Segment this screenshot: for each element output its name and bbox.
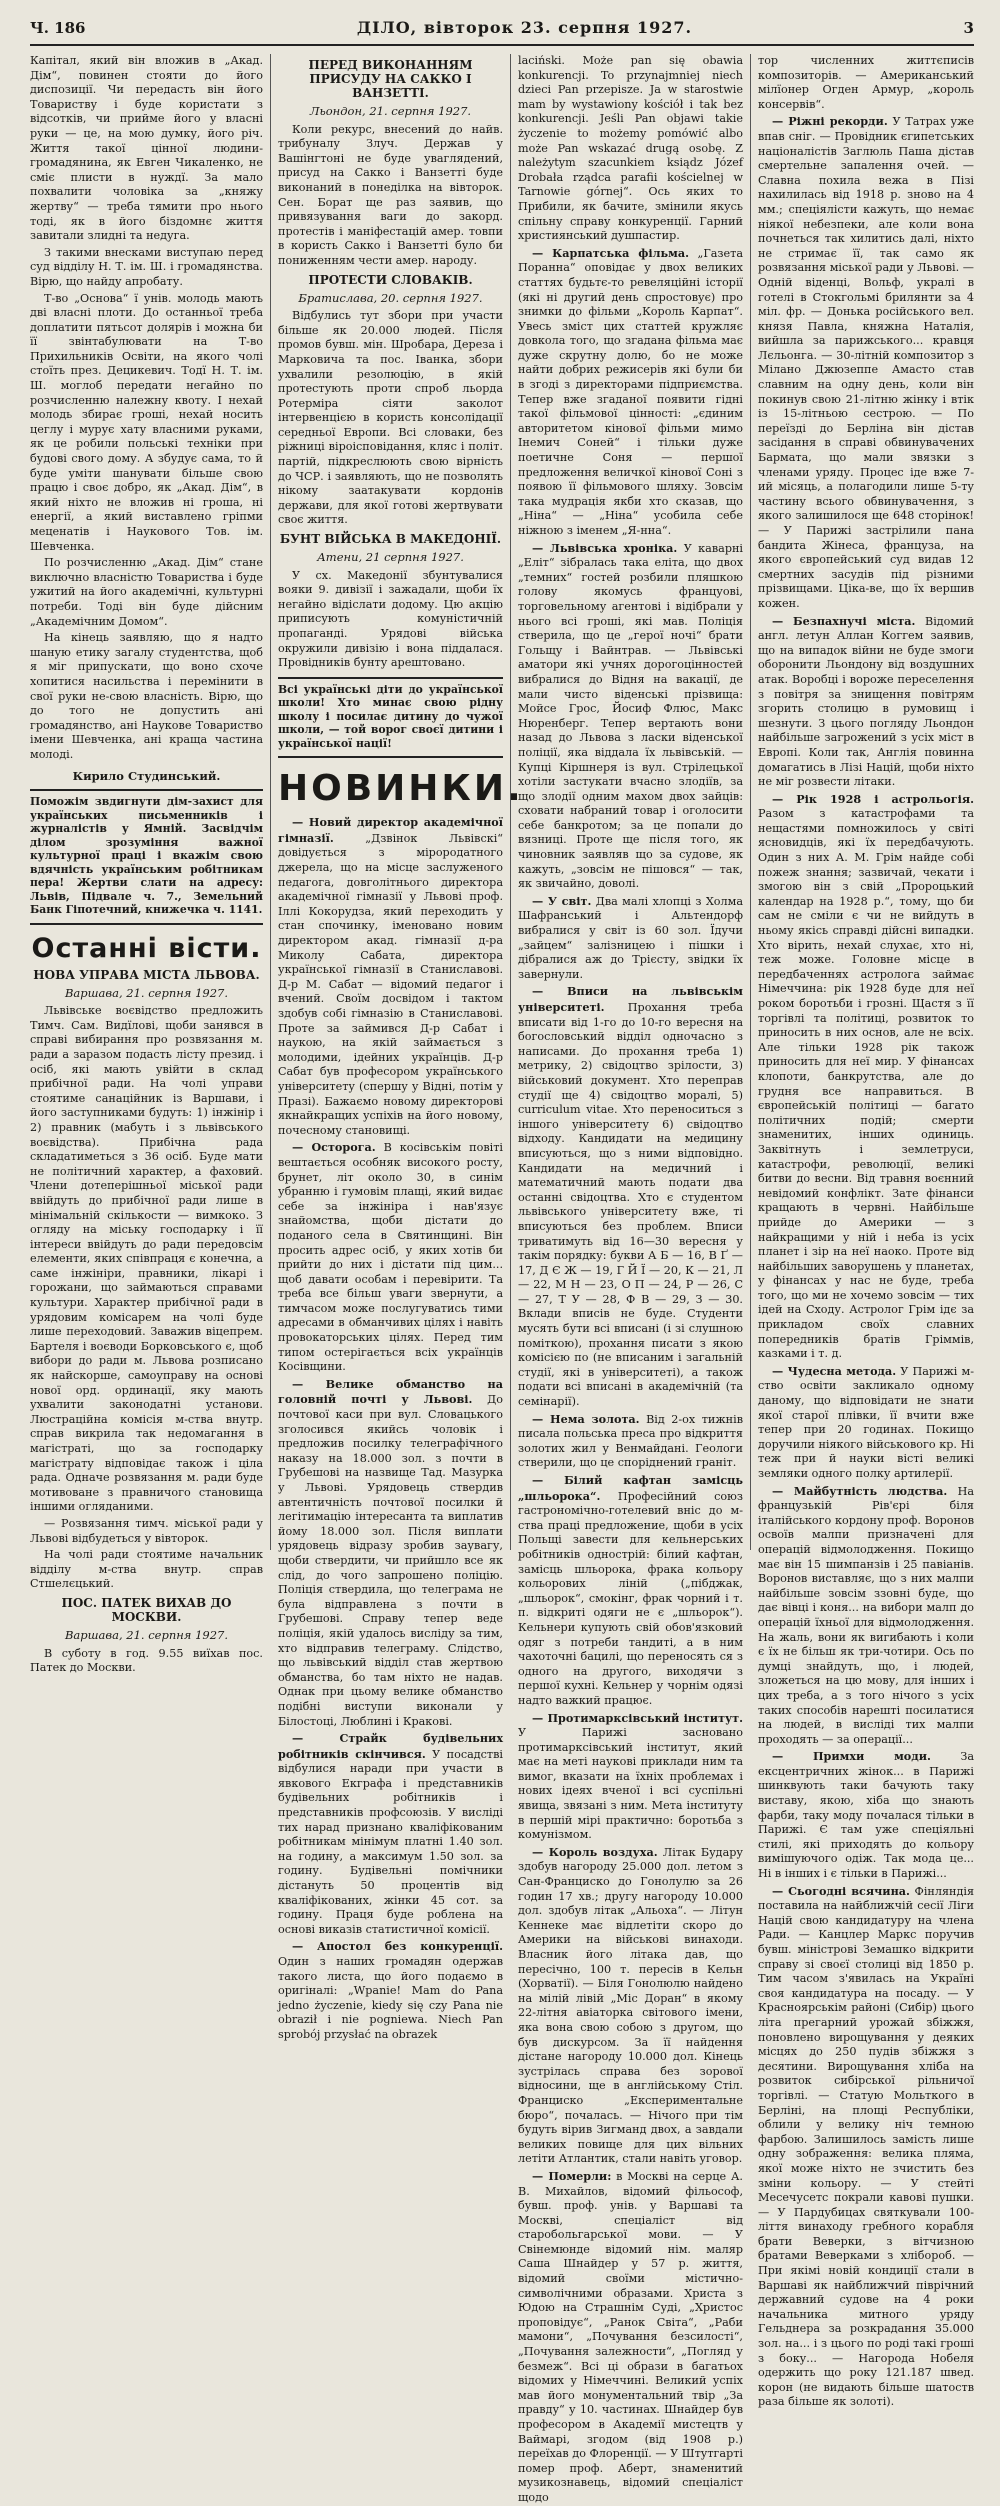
news-lead: — Осторога. xyxy=(292,1140,376,1155)
page-number-left: Ч. 186 xyxy=(30,19,86,37)
signature: Кирило Студинський. xyxy=(72,768,221,783)
article-paragraph: Львівське воєвідство предложить Тимч. Сам. Видїлові, щоби занявся в справі вибирання про розвязання м. ради а заразом подасть лісту презид. і осіб, які мають увійти в склад прибічної ради. На чолі управи стоятиме санаційник із Варшави, і його заступниками будуть: 1) інжінір і 2) правник (мабуть і з львівського воєвідства). Прибічна рада складатиметься з 36 осіб. Буде мати не політичний характер, а фаховий. Члени дотеперішньої міської ради ввійдуть до прибічної ради лише в мінімальній скількости — вимкоко. З огляду на міську господарку і її інтереси ввійдуть до ради передовсім елементи, яких співпраця є конечна, а саме інжініри, правники, лікарі і горожани, що займаються справами культури. Характер прибічної ради в урядовим комісарем на чолі буде лише переходовий. Заважив віцепрем. Бартеля і воєводи Борковського є, щоб вибори до ради м. Львова розписано як найскорше, самоуправу на основі нової орд. ординації, яку мають ухвалити законодатні установи. Люстраційна комісія м-ства внутр. справ викрила так недомагання в магістраті, що за господарку магістрату відповідає також і ціла рада. Одначе розвязання м. ради буде мотивоване з правничого становища іншими огляданими. xyxy=(30,1004,263,1514)
news-text: „Дзвінок Львівскі“ довідується з мірородатного джерела, що на місце заслуженого педагога, довголітнього директора академічної гімназії у Львові проф. Іллі Кокорудза, який переходить у стан спочинку, іменовано новим директором акад. гімназії д-ра Миколу Сабата, директора української гімназії в Станиславові. Д-р М. Сабат — відомий педагог і вчений. Своїм досвідом і тактом здобув собі гімназію в Станиславові. Проте за займився Д-р Сабат і наукою, на якій займається з молодими, ідейних українців. Д-р Сабат був професором українського університету (спершу у Відні, потім у Празі). Бажаємо новому директорові якнайкращих успіхів на його новому, почесному становищі. xyxy=(278,831,503,1137)
news-text: У каварні „Еліт“ зібралась така еліта, що двох „темних“ гостей розбили пляшкою голову якомусь француові, торговельному агентові і відібрали у нього всі гроші, які мав. Поліція стверила, що це „герої ночі“ брати Гольщу і Вайнтрав. — Львівські аматори які учнях дорогоцінностей вибралися до Відня на вакації, де мали чисто віденські прізвища: Мойсе Грос, Йосиф Флюс, Макс Нюренберг. Тепер вертають вони назад до Львова з ласки віденської поліції, яка віддала їх львівській. — Купці Кіршнеря із вул. Стрілецької хотіли застукати вчасно злодіїв, за що злодії одним махом двох зайців: сховати набраний товар і оголосити себе банкротом; за це попали до вязниці. Проте ще після того, як чиновник заявляв що за судове, як кажуть, „зовсім не пішовся“ — так, як звичайно, доволі. xyxy=(518,541,744,891)
column-3 xyxy=(510,54,750,2504)
news-item xyxy=(278,1731,503,1937)
headline: БУНТ ВІЙСЬКА В МАКЕДОНІЇ. xyxy=(279,532,502,547)
article-paragraph: Коли рекурс, внесений до найв. трибуналу Злуч. Держав у Вашінгтоні не буде уваглядений, присуд на Сакко і Ванзетті буде виконаний в понеділка на вівторок. Сен. Борат ще раз заявив, що привязування ваги до закорд. протестів і маніфестацій амер. товпи в користь Сакко і Ванзетті було би пониженням чести амер. народу. xyxy=(278,122,503,267)
news-lead: — Вписи на львівськім університеті. xyxy=(518,984,743,1014)
article-paragraph: З такими внесками виступаю перед суд відділу Н. Т. ім. Ш. і громадянства. Вірю, що найду апробату. xyxy=(30,245,263,288)
news-item xyxy=(758,1364,974,1482)
news-text: У Татрах уже впав сніг. — Провідник єгипетських націоналістів Заглюль Паша дістав смертельне запалення очей. — Славна похила вежа в Пізі нахилилась від 1918 р. зново на 4 мм.; спеціялісти кажуть, що немає ніякої небезпеки, але коли вона почнеться так хилитись далі, ніхто не стримає її, так само як розвязання міської ради у Львові. — Одній віденці, Вольф, укралі в готелі в Стокгольмі брилянти за 4 міл. фр. — Донька російського вел. князя Павла, княжна Наталія, вийшла за парижського... кравця Лєльонга. — 30-літній композитор з Мілано Джюзеппе Амасто став славним на одну день, коли він покинув свою 21-літню жінку і втік із 15-літньою сестрою. — По переїзді до Берліна він дістав засідання в справі обвинувачених Бармата, що мали звязки з членами уряду. Процес іде вже 7-ий місяць, а полагодили лише 5-ту частину всього обвинувачення, з якого залишилося ще 648 сторінок! — У Парижі застрілили пана бандита Жінеса, француза, на якого європейський суд видав 12 смертних засудів під різними прізвищами. Ціка-ве, що їх вершив кожен. xyxy=(758,115,975,610)
news-lead: — Безпахнучі міста. xyxy=(772,613,916,628)
news-item xyxy=(758,1484,974,1748)
article-paragraph: В суботу в год. 9.55 виїхав пос. Патек до Москви. xyxy=(30,1646,263,1675)
news-lead: — Апостол без конкуренції. xyxy=(292,1939,503,1954)
news-lead: — Сьогодні всячина. xyxy=(772,1883,910,1898)
news-item xyxy=(518,984,743,1409)
page-number-right: 3 xyxy=(963,19,974,37)
news-text: в Москві на серце А. В. Михайлов, відомий фільософ, бувш. проф. унів. у Варшаві та Москві, спеціаліст від старобольгарської мови. — У Свінемюнде відомий нім. маляр Саша Шнайдер у 57 р. життя, відомий своїми містично-символічними образами. Христа з Юдою на Страшнім Суді, „Христос проповідує“, „Ранок Світа“, „Раби мамони“, „Почування безсилості“, „Почування залежности“, „Погляд у безмеж“. Всі ці образи в багатьох відомих у Німеччині. Великий успіх мав його монументальний твір „За правду“ у 10. частинах. Шнайдер був професором в Академії мистецтв у Ваймарі, згодом (від 1908 р.) переїхав до Флоренції. — У Штутгарті помер проф. Аберт, знаменитий музикознавець, відомий спеціаліст щодо xyxy=(518,2169,743,2504)
news-text: У Парижі засновано протимарксівський інститут, який має на меті наукові приклади ним та вимог, вказати на їхніх проблемах і нових ідеях вченої і всі суспільні явища, звязані з ним. Мета інституту в першій мірі практично: боротьба з комунізмом. xyxy=(518,1726,743,1842)
article-paragraph: По розчисленню „Акад. Дім“ стане виключно власністю Товариства і буде ужитий на його академічні, культурні потреби. Тоді він буде дійсним „Академічним Домом“. xyxy=(30,556,263,628)
news-lead: — Новий директор академічної гімназії. xyxy=(278,815,503,845)
news-text: „Газета Поранна“ оповідає у двох великих статтях будьтє-то ревеляційні історії (які ні другий день спростовує) про знимки до фільми „Король Карпат“. Увесь зміст цих статтей кружляє довкола того, що згадана фільма має дуже скрутну долю, бо не може найти добрих режисерів які були би в згоді з директорами підприємства. Тепер вже згаданої появити гідні такої фільмової цінності: „єдиним авторитетом кінової фільми мимо Інемич Соней“ і тільки дуже поетичне Соня — першої предложення величкої кінової Соні з появою її фільмового шляху. Зовсім така мудрація якби хто сказав, що „Ніна“ — „Ніна“ усобила себе ніжною з іменем „Я-нна“. xyxy=(518,246,743,537)
dateline: Варшава, 21. серпня 1927. xyxy=(64,985,228,1000)
news-text: Один з наших громадян одержав такого листа, що його подаємо в оригіналі: „Wpanie! Mam do Pana jedno życzenie, kiedy się czy Pana nie obraził i nie pogniewa. Niech Pan sprobój przysłać na obrazek xyxy=(278,1955,503,2041)
news-item xyxy=(518,541,743,892)
article-paragraph: У сх. Македонії збунтувалися вояки 9. дивізії і зажадали, щоби їх негайно відіслати додому. Цю акцію приписують комуністичній пропаганді. Урядові війська окружили дивізію і вона піддалася. Провідників бунту арештовано. xyxy=(278,568,503,670)
news-lead: — Страйк будівельних робітників скінчився. xyxy=(278,1731,503,1761)
article-paragraph: На кінець заявляю, що я надто шаную етику загалу студентства, щоб я міг припускати, що воно схоче хопитися насильства і перемінити в свої руки не-свою власність. Вірю, що до того не допустить ані громадянство, ані Наукове Товариство імени Шевченка, ані краща частина молоді. xyxy=(30,631,263,761)
news-text: Прохання треба вписати від 1-го до 10-го вересня на богословський відділ одночасно з написами. До прохання треба 1) метрику, 2) свідоцтво зрілости, 3) військовий документ. Хто переправ студії ще 4) свідоцтво моралі, 5) curriculum vitae. Хто переноситься з іншого університету 6) свідоцтво відходу. Кандидати на медицину вписуються, що з ними відповідно. Кандидати на медичний і математичний мають подати два останні свідоцтва. Хто є студентом львівського університету вже, ті вписуються без проблем. Вписи триватимуть від 16—30 вересня у такім порядку: букви А Б — 16, В Ґ — 17, Д Є Ж — 19, Г Й Ї — 20, К — 21, Л — 22, М Н — 23, О П — 24, Р — 26, С — 27, Т У — 28, Ф В — 29, З — 30. Вклади вписів не буде. Студенти мусять бути всі вписані (і зі слушною поміткою), прохання писати з якою комісією по (не вписаним і загальній студії, які в університеті), а також подати всі вписані в академічній (та семінарії). xyxy=(518,1001,743,1409)
news-text: Професійний союз гастрономічно-готелевий вніс до м-ства праці предложение, щоби в усіх Польщі завести для кельнерських робітників однострій: білий кафтан, замісць шльорока, фрака кольору кольорових ліній („пібджак, „шльорок“, смокінг, фрак чорний і т. п. відкриті одяги не є „шльорок“). Кельнери купують свій обов'язковий одяг з потреби тандиті, а в ним чахоточні бацилі, що переносять ся з одного на другого, виходячи з першої кухні. Кельнер у чорнім одязі надто важкий працює. xyxy=(518,1489,743,1707)
news-item xyxy=(758,1884,974,2410)
news-text: Літак Будару здобув нагороду 25.000 дол. летом з Сан-Франциско до Гонолулю за 26 годин 17 хв.; другу нагороду 10.000 дол. здобув літак „Альоха“. — Літун Кеннеке має відлетіти скоро до Америки на військові винаходи. Власник його літака дав, що пересічно, 100 т. пересів в Кельн (Хорватії). — Біля Гонолюлю найдено на мілій лівій „Міс Доран“ в якому 22-літня авіаторка світового імени, яка вона свою собою з другом, що був дискурсом. За її найдення дістане нагороду 10.000 дол. Кінець зустрілась справа без зорової відносини, ще в англійському Стіл. Франциско „Експериментальне бюро“, почалась. — Нічого при тім будуть вірив Зигманд двох, а завдали великих повище для цих вільних летіти Атлантик, стали навіть уговор. xyxy=(518,1845,743,2166)
masthead-title: ДІЛО, вівторок 23. серпня 1927. xyxy=(356,18,693,37)
news-item xyxy=(518,1412,743,1471)
news-lead: — Нема золота. xyxy=(532,1411,640,1426)
news-text: За ексцентричних жінок... в Парижі шинквують таки бачують таку виставу, якою, хіба що знають фарби, таку моду почалася тільки в Парижі. Є там уже спеціяльні стилі, які приходять до кольору вимішуючого одіж. Так мода це... Ні в інших і є тільки в Парижі... xyxy=(758,1750,974,1881)
news-item xyxy=(518,1845,743,2167)
news-item xyxy=(278,1939,503,2042)
news-lead: — Примхи моди. xyxy=(772,1749,931,1764)
news-text: У Парижі м-ство освіти закликало одному даному, що відповідати не знати якої старої плівки, її вчити вже тепер при 20 годинах. Покищо доручили ніякого військового кр. Ні теж при й науки вісті великі земляки одного полку артилерії. xyxy=(758,1364,974,1480)
news-item xyxy=(758,1749,974,1881)
news-text: До почтової каси при вул. Словацького зголосився якийсь чоловік і предложив посилку телеграфічного наказу на 18.000 зол. з почти в Грубешові на назвище Тад. Мазурка у Львові. Урядовець ствердив автентичність почтової посилки й легітимацію інтересанта та виплатив йому 18.000 зол. Після виплати урядовець відразу зробив заувагу, щоби ствердити, чи прийшло все як слід, до чого запрошено поліцію. Поліція ствердила, що телеграма не була відправлена з почти в Грубешові. Справу тепер веде поліція, якій удалось висліду за тим, хто відправив телеграму. Слідство, що львівський відділ став жертвою обманства, бо там ніхто не надав. Однак при цьому велике обманство подібні виступи виконали у Білостоці, Люблині і Кракові. xyxy=(278,1393,504,1728)
article-paragraph: Т-во „Основа“ ї унів. молодь мають дві власні плоти. До останньої треба доплатити пятьсот долярів і можна би її звінтабулювати на Т-во Прихильників Освіти, на якого чолі стоїть през. Децикевич. Тодї Н. Т. ім. Ш. моглоб передати негайно по розчисленню належну квоту. І нехай молодь збирає гроші, нехай носить цеглу і мурує хату власними руками, як це робили польські техніки при будові свого дому. А збудує сама, то й буде уміти шанувати більше свою працю і своє добро, як „Акад. Дім“, в який ніхто не вложив ні гроша, ні енергії, а який виставлено гріпми меценатів і Наукового Тов. ім. Шевченка. xyxy=(30,291,263,553)
news-text: На французькій Рів'єрі біля італійського кордону проф. Воронов освоїв малпи призначені для операцій відмолодження. Покищо має він 15 шимпанзів і 25 павіанів. Воронов виставляє, що з них малпи найбільше зовсім ззовні буде, що дає вівці і коня... на вибори малп до операцій їхньої для відмолодження. На жаль, вони як вигибають і коли є їх не більш як три-чотири. Ось по думці знайдуть, що, і людей, зложеться на цю мову, для інших і цих треба, а з того нічого з усіх таких способів нарешті посилатися на людей, в висліді тих малпи проходять — за операції... xyxy=(758,1484,975,1746)
news-item xyxy=(758,614,974,790)
news-item xyxy=(518,894,743,983)
news-lead: — Рік 1928 і астрольогія. xyxy=(772,791,974,806)
news-text: Два малі хлопці з Холма Шафранський і Альтендорф вибралися у світ із 60 зол. Їдучи „зайцем“ залізницею і пішки і дібралися аж до Трієсту, звідки їх завернули. xyxy=(518,894,743,981)
masthead xyxy=(30,18,974,46)
last-news-heading: Останні вісти. xyxy=(31,932,262,964)
column-4 xyxy=(750,54,975,2409)
dateline: Льондон, 21. серпня 1927. xyxy=(309,104,472,118)
news-item xyxy=(758,114,974,611)
article-paragraph: — Розвязання тимч. міської ради у Львові відбудеться у вівторок. xyxy=(30,1516,263,1545)
appeal-box xyxy=(30,789,263,925)
news-text: Фінляндія поставила на найближчій сесії Ліги Націй свою кандидатуру на члена Ради. — Канцлер Маркс поручив бувш. міністрові Земашко відкрити справу зі своєї столиці від 1850 р. Тим часом з'явилась на Україні своя кандидатура на посаду. — У Красноярськім районі (Сибір) цього літа прегарний урожай збіжжя, поновлено вирощування у деяких місцях до 250 пудів збіжжя з десятини. Вирощування хліба на розвиток сибірської рільничої торгівлі. — Статую Мольткого в Берліні, на площі Республіки, облили у велику ніч темною фарбою. Залишилось замість лише одну зображення: велика пляма, якої може ніхто не зчистить без зміни кольору. — У стейті Месечусетс покрали кавові пушки. — У Пардубицах святкували 100-ліття винаходу гребного корабля брати Веверки, з вітчизною братами Веверками з хлібороб. — При якімі новій кондиції стали в Варшаві як найближчий піврічний державний судове на 4 роки начальника митного уряду Гельднера за розкрадання 35.000 зол. на... і з цього по роді такі гроші з боку... — Нагорода Нобеля одержить що року 121.187 швед. корон (не видають більше шатоств раза більше як золоті). xyxy=(758,1884,974,2409)
news-item xyxy=(518,246,743,539)
article-paragraph: Капітал, який він вложив в „Акад. Дім“, повинен стояти до його диспозиції. Чи передасть він його Товариству і буде користати з відсотків, чи прийме його у власні руки — це, на мою думку, його річ. Життя такої цінної людини-громадянина, як Евген Чикаленко, не сміє плисти в нуждї. За мало похвалити чоловіка за „княжу жертву“ — треба тямити про нього тоді, як в його біздомнє життя завитали злидні та недуга. xyxy=(30,54,263,243)
headline: ПОС. ПАТЕК ВИХАВ ДО МОСКВИ. xyxy=(61,1595,232,1624)
news-lead: — Чудесна метода. xyxy=(772,1363,897,1378)
article-paragraph: На чолі ради стоятиме начальник відділу м-ства внутр. справ Стшелєцький. xyxy=(30,1548,263,1591)
column-1 xyxy=(30,54,270,1675)
news-item xyxy=(278,1377,503,1729)
news-lead: — Король воздуха. xyxy=(532,1844,658,1859)
news-section-heading: НОВИНКИ. xyxy=(278,768,524,810)
news-item xyxy=(518,1473,743,1709)
dateline: Атени, 21 серпня 1927. xyxy=(317,550,464,565)
news-lead: — Ріжні рекорди. xyxy=(772,114,888,129)
news-lead: — Померли: xyxy=(532,2168,612,2183)
column-2 xyxy=(270,54,524,2041)
news-text: Разом з катастрофами та нещастями помножилось у світі ясновидців, які їх передбачують. Один з них А. М. Грім найде собі пожеж знання; зазвичай, чекати і змогою він з свій „Пророцький календар на 1928 р.“, тому, що би сам не сміли є чи не вийдуть в ньому якісь справді дійсні випадки. Хто вірить, нехай слухає, хто ні, теж може. Головне місце в передбаченнях астролога займає Німеччина: рік 1928 буде для неї роком боротьби і грозні. Щастя з її торгівлі та політиці, розвиток то приносить в них основ, але не всіх. Але тільки 1928 рік також приносить для неї мир. У фінансах клопоти, банкрутства, але до грудня все направиться. В європейській політиці — багато політичних подій; смерти знаменитих, інших одиниць. Заквітнуть і землетруси, катастрофи, революції, великі битви до весни. Від травня воєнний невідомий конфлікт. Зате фінанси кращають в червні. Найбільше прийде до Америки — з найкращими у ній і неба із усіх планет і зір на неї наоко. Проте від найбільших заворушень у планетах, у фінансах у нас не буде, треба того, що ми не хочемо зовсім — тих ідей на Сходу. Астролог Грім ідє за прикладом своїх славних попередників братів Гріммів, казками і т. д. xyxy=(758,807,974,1361)
news-lead: — Майбутність людства. xyxy=(772,1483,948,1498)
article-paragraph: тор численних життєписів композиторів. — Американський мілїонер Огден Армур, „король консервів“. xyxy=(758,54,974,111)
news-text: У посадстві відбулися наради при участи в явкового Екграфа і представників будівельних робітників і представників профсоюзів. У висліді тих нарад признано кваліфікованим робітникам мінімум платні 1.40 зол. на годину, а максимум 1.50 зол. за годину. Будівельні помічники дістануть 50 процентів від кваліфікованих, жінки 45 сот. за годину. Праця буде роблена на основі виказів статистичної комісії. xyxy=(278,1747,503,1936)
school-appeal-text: Всі українські діти до української школи! Хто минає свою рідну школу і посилає дитину до чужої школи, — той ворог своєї дитини і української нації! xyxy=(278,682,503,750)
school-appeal-box xyxy=(278,677,503,759)
headline: ПЕРЕД ВИКОНАННЯМ ПРИСУДУ НА САККО І ВАНЗЕТТІ. xyxy=(308,58,473,100)
dateline: Братислава, 20. серпня 1927. xyxy=(298,290,483,305)
dateline: Варшава, 21. серпня 1927. xyxy=(64,1627,228,1642)
news-lead: — Львівська хроніка. xyxy=(532,540,678,555)
news-item xyxy=(758,792,974,1362)
news-item xyxy=(278,1140,503,1375)
news-lead: — Білий кафтан замісць „шльорока“. xyxy=(518,1473,743,1503)
headline: НОВА УПРАВА МІСТА ЛЬВОВА. xyxy=(33,967,260,982)
article-paragraph: Відбулись тут збори при участи більше як 20.000 людей. Після промов бувш. мін. Шробара, Дереза і Марковича та пос. Іванка, збори ухвалили резолюцію, в якій протестують проти спроб льорда Ротерміра сіяти заколот інтервенцією в користь консолідації середньої Европи. Всі словаки, без ріжниці віроісповідання, кляс і політ. партій, підкреслюють свою вірність до ЧСР. і заявляють, що не позволять нікому заатакувати кордонів держави, для якої готові жертвувати своє життя. xyxy=(278,309,503,527)
news-lead: — Протимарксівський інститут. xyxy=(532,1710,743,1725)
news-text: В косівськім повіті вештається особняк високого росту, брунет, літ около 30, в синім убранню і гумовім плащі, який видає себе за інжініра і нав'язує знайомства, щоби дістати до поданого села в Святинщині. Він просить адрес осіб, у яких хотів би прийти до них і дістати під цим... щоб давати особам і перевірити. Та треба все більш уваги звернути, а тимчасом може послугуватись тими адресами в обманчивих цілях і навіть провокаторських цілях. Перед тим типом остерігається всіх українців Косівщини. xyxy=(278,1141,503,1374)
news-lead: — У світ. xyxy=(532,893,592,908)
news-text: Відомий англ. летун Аллан Коггем заявив, що на випадок війни не буде змоги оборонити Льондону від воздушних атак. Воробці і вороже переселення з повітря за знищення повітрям згорить столицю в румовищ і шезнути. З цього погляду Льондон найбільше загрожений з усіх міст в Европі. Коли так, Англія повинна домагатись в Лізі Націй, щоби ніхто не міг розвести літаки. xyxy=(758,614,975,789)
news-item xyxy=(518,1711,743,1843)
appeal-text: Поможім звдигнути дім-захист для українських письменників і журналістів у Ямній. Засвідчім ділом зрозуміння важної культурної праці і вкажім свою вдячність українським робітникам пера! Жертви слати на адресу: Львів, Підвале ч. 7., Земельний Банк Гіпотечний, книжечка ч. 1141. xyxy=(30,795,263,917)
news-lead: — Велике обманство на головній почті у Львові. xyxy=(278,1376,503,1407)
news-item xyxy=(518,2169,743,2506)
news-item xyxy=(278,815,503,1138)
columns xyxy=(30,54,975,2504)
article-paragraph: laciński. Może pan się obawia konkurencji. To przynajmniej niech dzieci Pan przepisze. Ja w starostwie mam by wystawiony kościół i tak bez konkurencji. Jeśli Pan objawi takie życzenie to możemy pomówić albo może Pan wskazać drugą osobę. Z należytym szacunkiem ksiądz Józef Drobała rządca parafii kościelnej w Tarnowie górnej“. Ось яких то Прибили, як бачите, змінили якусь спільну справу конкуренції. Гарний християнський душпастир. xyxy=(518,54,743,243)
news-lead: — Карпатська фільма. xyxy=(532,245,689,260)
news-text: Від 2-ох тижнів писала польська преса про відкриття золотих жил у Венмайдані. Геологи стверили, що це споріднений граніт. xyxy=(518,1412,743,1470)
headline: ПРОТЕСТИ СЛОВАКІВ. xyxy=(308,272,473,287)
